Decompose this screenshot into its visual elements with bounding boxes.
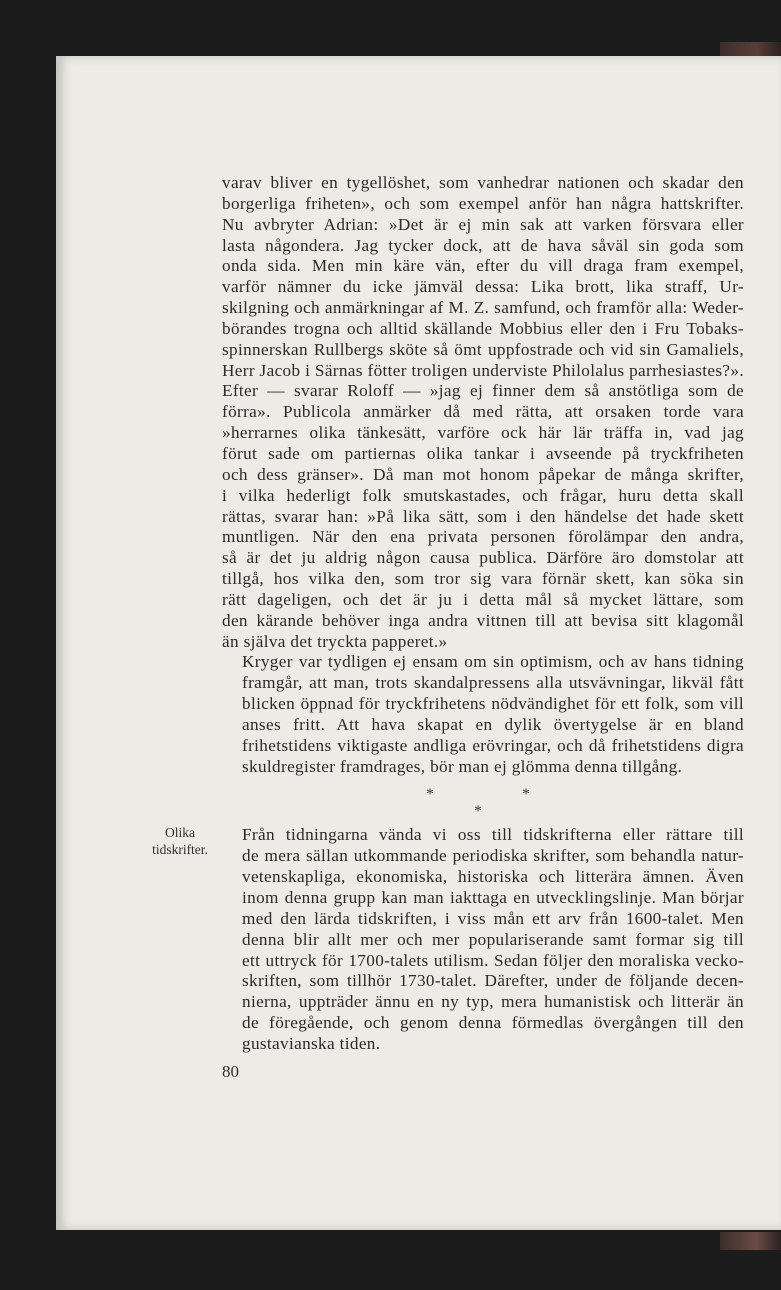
text-line: förra». Publicola anmärker då med rätta, att orsaken torde vara: [222, 402, 744, 422]
text-line: Nu avbryter Adrian: »Det är ej min sak att varken försvara eller: [222, 214, 744, 234]
text-line: skriften, som tillhör 1730-talet. Därefter, under de följande decen-: [242, 971, 744, 991]
text-line: onda sida. Men min käre vän, efter du vill draga fram exempel,: [222, 256, 744, 276]
text-line: blicken öppnad för tryckfrihetens nödvändighet för ett folk, som vill: [242, 694, 744, 714]
text-line: med den lärda tidskriften, i viss mån ett arv från 1600-talet. Men: [242, 908, 744, 928]
book-page: [56, 56, 781, 1230]
text-line: de föregående, och genom denna förmedlas övergången till den: [242, 1013, 744, 1033]
body-text: [222, 173, 744, 1055]
page-number: 80: [222, 1062, 239, 1081]
text-line: varför nämner du icke jämväl dessa: Lika brott, lika straff, Ur-: [222, 277, 744, 297]
text-line: skuldregister framdrages, bör man ej glömma denna tillgång.: [242, 756, 683, 776]
text-line: tillgå, hos vilka den, som tror sig vara förnär skett, kan söka sin: [222, 569, 744, 589]
page-edge-bottom: [720, 1232, 781, 1250]
asterisk-right: *: [522, 786, 531, 804]
text-line: framgår, att man, trots skandalpressens alla utsvävningar, likväl fått: [242, 673, 744, 693]
asterisk-left: *: [426, 786, 435, 804]
text-line: inom denna grupp kan man iakttaga en utvecklingslinje. Man börjar: [242, 888, 744, 907]
text-line: så är det ju aldrig någon causa publica. Därföre äro domstolar att: [222, 548, 744, 568]
text-line: anses fritt. Att hava skapat en dylik övertygelse är en bland: [242, 714, 744, 734]
text-line: nierna, uppträder ännu en ny typ, mera humanistisk och litterär än: [242, 992, 744, 1012]
margin-note-line-2: tidskrifter.: [152, 842, 208, 857]
text-line: och dess gränser». Då man mot honom påpekar de många skrifter,: [222, 464, 744, 484]
paragraph-3: [222, 825, 744, 1054]
text-line: spinnerskan Rullbergs sköte så ömt uppfostrade och vid sin Gamaliels,: [222, 339, 744, 359]
text-line: vetenskapliga, ekonomiska, historiska och litterära ämnen. Även: [242, 867, 744, 887]
text-line: Kryger var tydligen ej ensam om sin optimism, och av hans tidning: [242, 652, 744, 672]
margin-note: [138, 824, 222, 858]
text-line: muntligen. När den ena privata personen förolämpar den andra,: [222, 527, 744, 547]
text-line: de mera sällan utkommande periodiska skrifter, som behandla natur-: [242, 846, 744, 866]
section-break: [222, 783, 744, 825]
text-line: Från tidningarna vända vi oss till tidskrifterna eller rättare till: [242, 825, 744, 845]
text-line: skilgning och anmärkningar af M. Z. samfund, och framför alla: Weder-: [222, 298, 744, 318]
text-line: börandes trogna och alltid skällande Mobbius eller den i Fru Tobaks-: [222, 318, 744, 338]
text-line: ett uttryck för 1700-talets utilism. Sedan följer den moraliska vecko-: [242, 950, 744, 970]
paragraph-2: [222, 652, 744, 777]
text-line: i vilka hederligt folk smutskastades, och frågar, huru detta skall: [222, 485, 744, 505]
text-line: än själva det tryckta papperet.»: [222, 631, 448, 651]
margin-note-line-1: Olika: [165, 825, 195, 840]
page-edge-top: [720, 42, 781, 56]
text-line: borgerliga friheten», och som exempel anför han några hattskrifter.: [222, 193, 744, 213]
text-line: den kärande behöver inga andra vittnen till att bevisa sitt klagomål: [222, 610, 744, 630]
text-line: rättas, svarar han: »På lika sätt, som i den händelse det hade skett: [222, 506, 744, 526]
text-line: Herr Jacob i Särnas fötter troligen underviste Philolalus parrhesiastes?».: [222, 360, 744, 380]
text-line: denna blir allt mer och mer populariserande samt formar sig till: [242, 929, 744, 949]
text-line: varav bliver en tygellöshet, som vanhedrar nationen och skadar den: [222, 173, 744, 192]
text-line: Efter — svarar Roloff — »jag ej finner dem så anstötliga som de: [222, 381, 744, 401]
text-line: »herrarnes olika tänkesätt, varföre ock här lär träffa in, vad jag: [222, 423, 744, 443]
paragraph-1: [222, 173, 744, 652]
text-line: gustavianska tiden.: [242, 1033, 381, 1053]
text-line: lasta någondera. Jag tycker dock, att de hava såväl sin goda som: [222, 235, 744, 255]
text-line: förut sade om partiernas olika tankar i avseende på tryckfriheten: [222, 443, 744, 463]
text-line: frihetstidens viktigaste andliga erövringar, och då frihetstidens digra: [242, 735, 744, 755]
text-line: rätt dageligen, och det är ju i detta mål så mycket lättare, som: [222, 589, 744, 609]
asterisk-center: *: [474, 803, 483, 821]
